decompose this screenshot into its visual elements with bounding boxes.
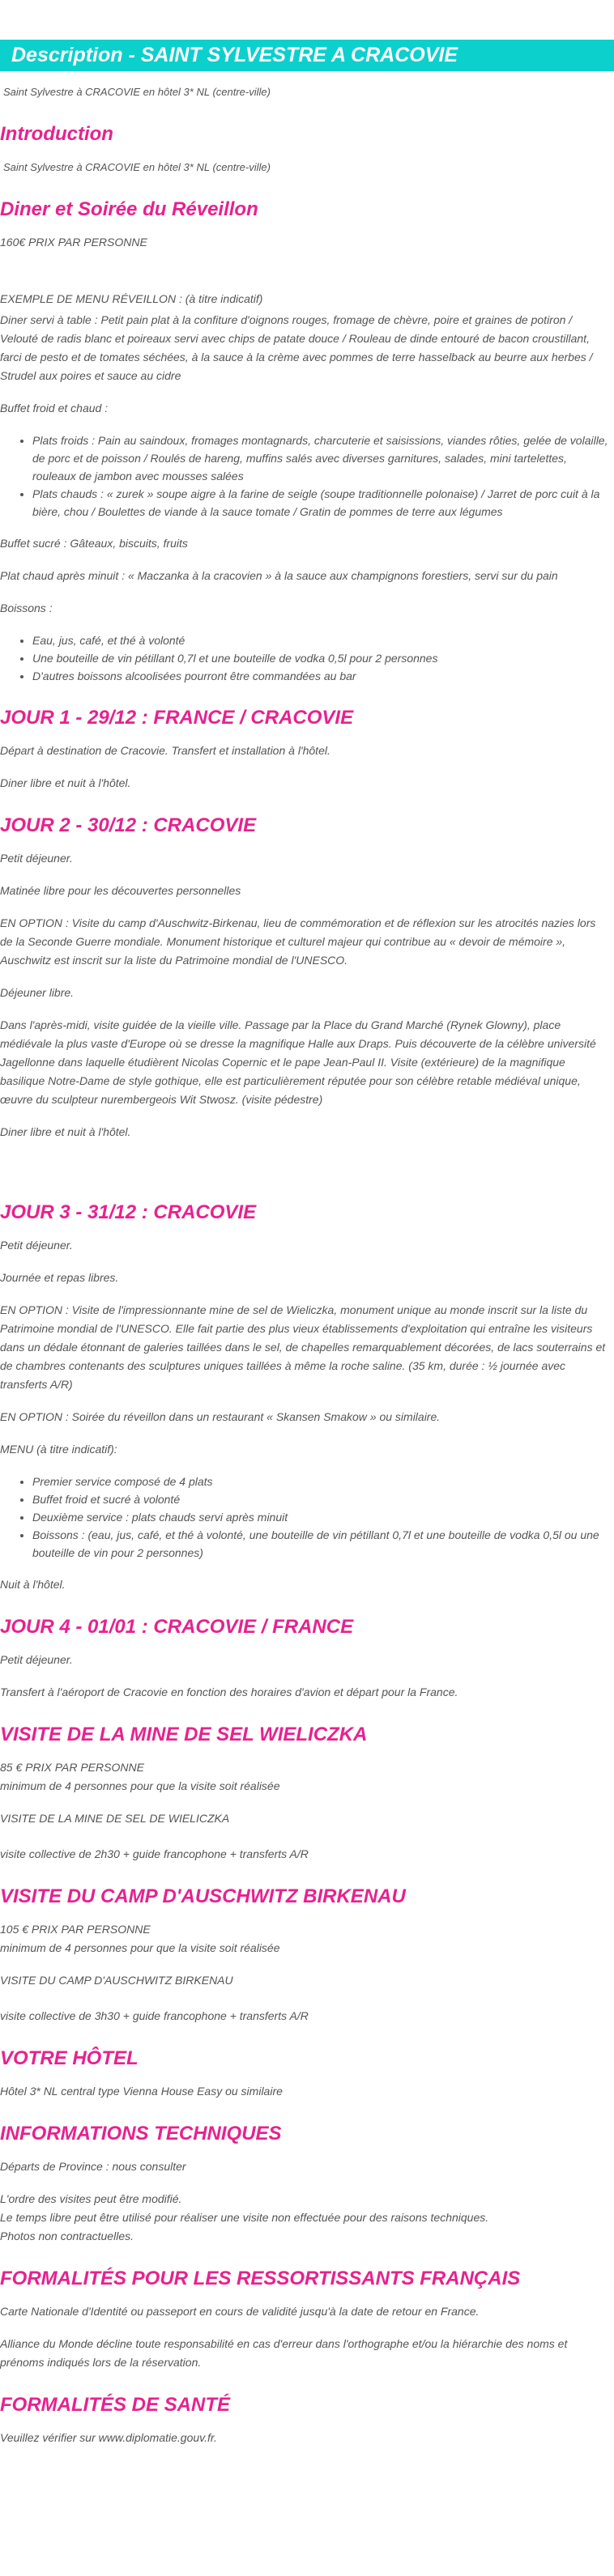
formalites-text: Alliance du Monde décline toute responsabilité en cas d'erreur dans l'orthographe et/ou la hiérarchie des noms et prénoms indiqués lors de la réservation.: [0, 2337, 568, 2369]
jour2-text: EN OPTION : Visite du camp d'Auschwitz-Birkenau, lieu de commémoration et de réflexion sur les atrocités nazies lors de la Seconde Guerre mondiale. Monument historique et culturel majeur qui contribue au « devoir de mémoire », Auschwitz est inscrit sur la liste du Patrimoine mondial de l'UNESCO.: [0, 916, 596, 967]
list-item: • Buffet froid et sucré à volonté: [32, 1490, 611, 1508]
mine-desc: visite collective de 2h30 + guide francophone + transferts A/R: [0, 1847, 309, 1860]
jour2-text: Déjeuner libre.: [0, 986, 75, 999]
camp-name: VISITE DU CAMP D'AUSCHWITZ BIRKENAU: [0, 1974, 233, 1987]
mine-minimum: minimum de 4 personnes pour que la visite soit réalisée: [0, 1779, 280, 1792]
jour4-heading: JOUR 4 - 01/01 : CRACOVIE / FRANCE: [0, 1616, 354, 1638]
jour1-text: Diner libre et nuit à l'hôtel.: [0, 776, 131, 789]
jour3-menu-list: [0, 1473, 611, 1562]
formalites-heading: FORMALITÉS POUR LES RESSORTISSANTS FRANÇAIS: [0, 2268, 521, 2289]
introduction-heading: Introduction: [0, 123, 113, 145]
hotel-heading: VOTRE HÔTEL: [0, 2047, 139, 2069]
list-item: • Premier service composé de 4 plats: [32, 1473, 611, 1490]
mine-name: VISITE DE LA MINE DE SEL DE WIELICZKA: [0, 1812, 230, 1825]
menu-heading: EXEMPLE DE MENU RÉVEILLON : (à titre indicatif): [0, 292, 263, 305]
description-banner: Description - SAINT SYLVESTRE A CRACOVIE: [0, 40, 614, 71]
introduction-text: Saint Sylvestre à CRACOVIE en hôtel 3* NL (centre-ville): [3, 161, 271, 173]
spacer: [0, 266, 611, 290]
menu-text: Diner servi à table : Petit pain plat à la confiture d'oignons rouges, fromage de chèvre, poire et graines de potiron / Velouté de radis blanc et poireaux servi avec chips de patate douce / Rouleau de dinde entouré de bacon croustillant, farci de pesto et de tomates séchées, à la sauce à la crème avec pommes de terre hasselback au beurre aux herbes / Strudel aux poires et sauce au cidre: [0, 313, 593, 382]
list-item: • Boissons : (eau, jus, café, et thé à volonté, une bouteille de vin pétillant 0,7l et une bouteille de vodka 0,5l ou une bouteille de vin pour 2 personnes): [32, 1526, 611, 1562]
diner-heading: Diner et Soirée du Réveillon: [0, 198, 258, 220]
jour2-text: Matinée libre pour les découvertes personnelles: [0, 884, 241, 897]
jour4-text: Petit déjeuner.: [0, 1653, 73, 1666]
jour3-text: Nuit à l'hôtel.: [0, 1578, 66, 1591]
camp-minimum: minimum de 4 personnes pour que la visite soit réalisée: [0, 1941, 280, 1954]
jour4-text: Transfert à l'aéroport de Cracovie en fonction des horaires d'avion et départ pour la France.: [0, 1685, 458, 1698]
page: [0, 40, 614, 2477]
main-content: [0, 83, 614, 2447]
buffet-list: [0, 431, 611, 521]
sante-heading: FORMALITÉS DE SANTÉ: [0, 2394, 231, 2416]
infos-heading: INFORMATIONS TECHNIQUES: [0, 2123, 282, 2145]
jour2-heading: JOUR 2 - 30/12 : CRACOVIE: [0, 814, 257, 836]
jour2-text: Dans l'après-midi, visite guidée de la vieille ville. Passage par la Place du Grand Marché (Rynek Glowny), place médiévale la plus vaste d'Europe où se dresse la magnifique Halle aux Draps. Puis découverte de la célèbre université Jagellonne dans laquelle étudièrent Nicolas Copernic et le pape Jean-Paul II. Visite (extérieure) de la magnifique basilique Notre-Dame de style gothique, elle est particulièrement réputée pour son célèbre retable médiéval unique, œuvre du sculpteur nurembergeois Wit Stwosz. (visite pédestre): [0, 1018, 596, 1106]
jour3-text: MENU (à titre indicatif):: [0, 1443, 117, 1456]
list-item: • Plats chauds : « zurek » soupe aigre à la farine de seigle (soupe traditionnelle polonaise) / Jarret de porc cuit à la bière, chou / Boulettes de viande à la sauce tomate / Gratin de pommes de terre aux légumes: [32, 485, 611, 521]
list-item: • Deuxième service : plats chauds servi après minuit: [32, 1508, 611, 1526]
boissons-heading: Boissons :: [0, 601, 53, 614]
camp-price-block: [0, 1920, 611, 1958]
infos-notes: [0, 2190, 611, 2246]
spacer: [0, 1155, 611, 1180]
intro-lead: Saint Sylvestre à CRACOVIE en hôtel 3* NL (centre-ville): [3, 86, 271, 98]
jour2-text: Petit déjeuner.: [0, 852, 73, 865]
jour2-text: Diner libre et nuit à l'hôtel.: [0, 1125, 131, 1138]
jour3-text: EN OPTION : Soirée du réveillon dans un restaurant « Skansen Smakow » ou similaire.: [0, 1410, 441, 1423]
mine-price-block: [0, 1758, 611, 1796]
diner-price: 160€ PRIX PAR PERSONNE: [0, 236, 147, 249]
camp-desc: visite collective de 3h30 + guide francophone + transferts A/R: [0, 2009, 309, 2022]
plat-minuit: Plat chaud après minuit : « Maczanka à la cracovien » à la sauce aux champignons forestiers, servi sur du pain: [0, 569, 558, 582]
buffet-sucre: Buffet sucré : Gâteaux, biscuits, fruits: [0, 537, 188, 550]
camp-price: 105 € PRIX PAR PERSONNE: [0, 1923, 151, 1936]
camp-heading: VISITE DU CAMP D'AUSCHWITZ BIRKENAU: [0, 1885, 406, 1907]
list-item: • D'autres boissons alcoolisées pourront être commandées au bar: [32, 667, 611, 685]
jour3-text: Journée et repas libres.: [0, 1271, 119, 1284]
boissons-list: [0, 631, 611, 685]
infos-note: Photos non contractuelles.: [0, 2230, 134, 2242]
jour1-text: Départ à destination de Cracovie. Transfert et installation à l'hôtel.: [0, 744, 330, 757]
list-item: • Une bouteille de vin pétillant 0,7l et une bouteille de vodka 0,5l pour 2 personnes: [32, 649, 611, 667]
mine-heading: VISITE DE LA MINE DE SEL WIELICZKA: [0, 1724, 368, 1745]
hotel-text: Hôtel 3* NL central type Vienna House Easy ou similaire: [0, 2085, 283, 2098]
formalites-text: Carte Nationale d'Identité ou passeport en cours de validité jusqu'à la date de retour en France.: [0, 2305, 480, 2318]
infos-note: Le temps libre peut être utilisé pour réaliser une visite non effectuée pour des raisons techniques.: [0, 2211, 489, 2224]
list-item: • Eau, jus, café, et thé à volonté: [32, 631, 611, 649]
list-item: • Plats froids : Pain au saindoux, fromages montagnards, charcuterie et saisissions, viandes rôties, gelée de volaille, de porc et de poisson / Roulés de hareng, muffins salés avec diverses garnitures, salades, mini tartelettes, rouleaux de jambon avec mousses salées: [32, 431, 611, 485]
mine-price: 85 € PRIX PAR PERSONNE: [0, 1761, 144, 1774]
jour3-text: Petit déjeuner.: [0, 1239, 73, 1252]
infos-note: L'ordre des visites peut être modifié.: [0, 2192, 182, 2205]
buffet-heading: Buffet froid et chaud :: [0, 402, 109, 414]
sante-text: Veuillez vérifier sur www.diplomatie.gouv.fr.: [0, 2431, 217, 2444]
infos-departs: Départs de Province : nous consulter: [0, 2160, 186, 2173]
jour1-heading: JOUR 1 - 29/12 : FRANCE / CRACOVIE: [0, 707, 354, 729]
jour3-text: EN OPTION : Visite de l'impressionnante mine de sel de Wieliczka, monument unique au monde inscrit sur la liste du Patrimoine mondial de l'UNESCO. Elle fait partie des plus vieux établissements d'exploitation qui entraîne les visiteurs dans un dédale étonnant de galeries taillées dans le sel, de chapelles remarquablement décorées, de lacs souterrains et de chambres contenants des sculptures uniques taillées à même la roche saline. (35 km, durée : ½ journée avec transferts A/R): [0, 1303, 606, 1391]
jour3-heading: JOUR 3 - 31/12 : CRACOVIE: [0, 1201, 257, 1223]
